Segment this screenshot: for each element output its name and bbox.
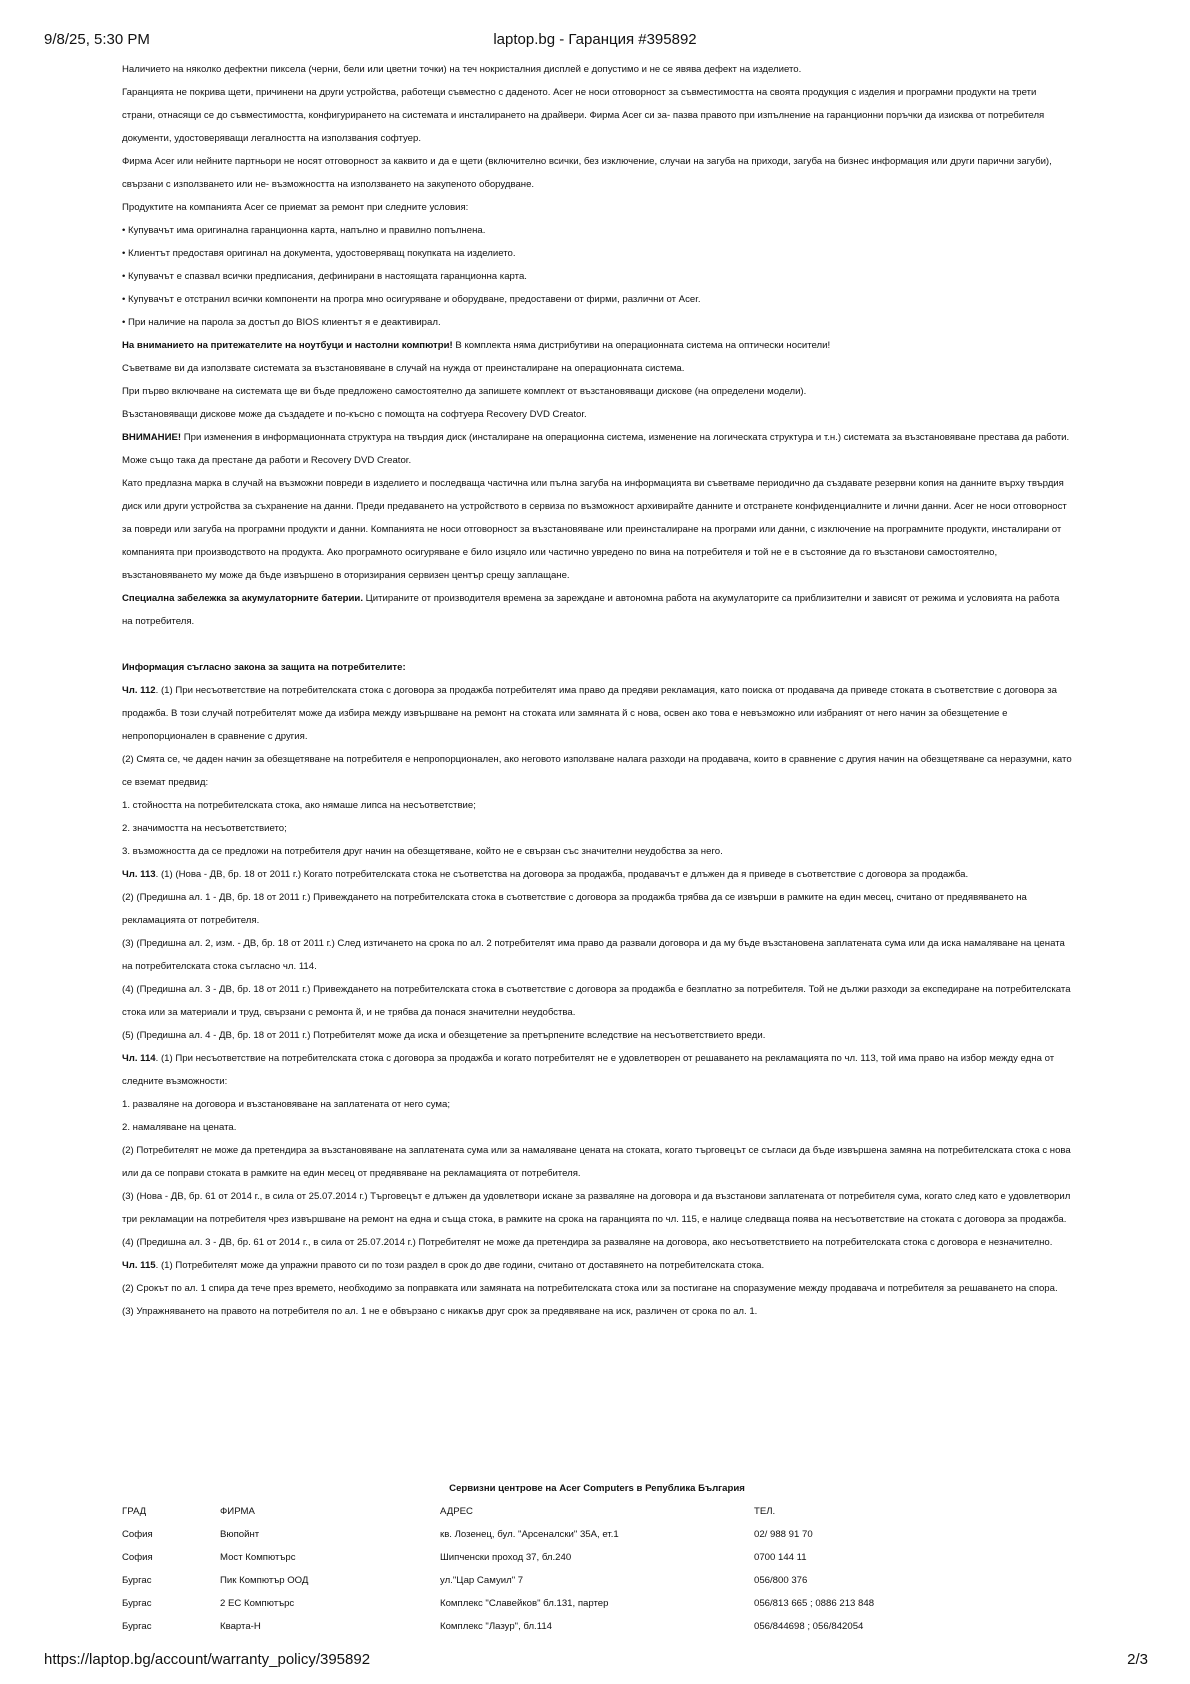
address-cell: Шипченски проход 37, бл.240	[440, 1552, 572, 1563]
phone-cell: 056/800 376	[754, 1575, 808, 1586]
condition-item: • При наличие на парола за достъп до BIOS клиентът я е деактивирал.	[122, 317, 441, 328]
law-article: Чл. 113. (1) (Нова - ДВ, бр. 18 от 2011 г.) Когато потребителската стока не съответства на договора за продажба, продавачът е длъжен да я приведе в съответствие с договора за продажба.	[122, 869, 969, 880]
law-paragraph: (2) Смята се, че даден начин за обезщетяване на потребителя е непропорционален, ако неговото използване налага разходи на продавача, които в сравнение с другия начин на обезщетяване са неразумни, като се вземат предвид:	[122, 754, 1072, 788]
article-label: Чл. 112	[122, 685, 156, 696]
table-header-row	[122, 1500, 1072, 1523]
warning-heading: ВНИМАНИЕ!	[122, 432, 182, 443]
article-label: Чл. 113	[122, 869, 156, 880]
print-datetime: 9/8/25, 5:30 PM	[44, 31, 150, 48]
paragraph: При първо включване на системата ще ви бъде предложено самостоятелно да запишете комплект от възстановяващи дискове (на определени модели).	[122, 386, 807, 397]
company-cell: Кварта-Н	[220, 1621, 261, 1632]
law-item: 1. разваляне на договора и възстановяване на заплатената от него сума;	[122, 1099, 450, 1110]
condition-item: • Купувачът е спазвал всички предписания, дефинирани в настоящата гаранционна карта.	[122, 271, 527, 282]
law-item: 2. значимостта на несъответствието;	[122, 823, 287, 834]
paragraph: Като предлазна марка в случай на възможни повреди в изделието и последваща частична или пълна загуба на информацията ви съветваме периодично да създавате резервни копия на данните върху твърдия диск или други устройства за съхранение на данни. Преди предаването на устройството в сервиза по възможност архивирайте данните и отстранете конфиденциалните и лични данни. Acer не носи отговорност за повреди или загуба на програмни продукти и данни. Компанията не носи отговорност за възстановяване или преинсталиране на програми или данни, с изключение на програмните продукти, инсталирани от компанията при производството на продукта. Ако програмното осигуряване е било изцяло или частично увредено по вина на потребителя и той не е в състояние да го възстанови самостоятелно, възстановяването му може да бъде извършено в оторизирания сервизен център срещу заплащане.	[122, 478, 1067, 581]
table-row	[122, 1615, 1072, 1638]
company-cell: Пик Компютър ООД	[220, 1575, 309, 1586]
page-url: https://laptop.bg/account/warranty_policy/395892	[44, 1651, 371, 1668]
notice-paragraph	[122, 334, 1072, 357]
law-paragraph: (2) Срокът по ал. 1 спира да тече през времето, необходимо за поправката или замяната на потребителската стока или за постигане на споразумение между продавача и потребителя за решаването на спора.	[122, 1283, 1058, 1294]
battery-text: Цитираните от производителя времена за зареждане и автономна работа на акумулаторите са приблизителни и зависят от режима и условията на работа на потребителя.	[122, 593, 1060, 627]
paragraph: Наличието на няколко дефектни пиксела (черни, бели или цветни точки) на теч нокристалния дисплей е допустимо и не се явява дефект на изделието.	[122, 64, 802, 75]
law-item: 3. възможността да се предложи на потребителя друг начин на обезщетяване, който не е свързан със значителни неудобства за него.	[122, 846, 723, 857]
law-paragraph: (4) (Предишна ал. 3 - ДВ, бр. 18 от 2011 г.) Привеждането на потребителската стока в съответствие с договора за продажба е безплатно за потребителя. Той не дължи разходи за експедиране на потребителската стока или за материали и труд, свързани с ремонта й, и не трябва да понася значителни неудобства.	[122, 984, 1071, 1018]
table-row	[122, 1523, 1072, 1546]
column-header: АДРЕС	[440, 1506, 473, 1517]
paragraph: Продуктите на компанията Acer се приемат за ремонт при следните условия:	[122, 202, 469, 213]
service-centers	[122, 1477, 1072, 1638]
page-number: 2/3	[1127, 1651, 1148, 1668]
table-row	[122, 1569, 1072, 1592]
notice-text: В комплекта няма дистрибутиви на операционната система на оптически носители!	[452, 340, 831, 351]
law-paragraph: (3) Упражняването на правото на потребителя по ал. 1 не е обвързано с никакъв друг срок за предявяване на иск, различен от срока по ал. 1.	[122, 1306, 758, 1317]
address-cell: ул."Цар Самуил" 7	[440, 1575, 524, 1586]
battery-paragraph	[122, 587, 1072, 633]
law-article: Чл. 114. (1) При несъответствие на потребителската стока с договора за продажба и когато потребителят не е удовлетворен от решаването на рекламацията по чл. 113, той има право на избор между една от следните възможности:	[122, 1053, 1055, 1087]
city-cell: София	[122, 1529, 153, 1540]
paragraph: Възстановяващи дискове може да създадете и по-късно с помощта на софтуера Recovery DVD Creator.	[122, 409, 587, 420]
law-paragraph: (3) (Предишна ал. 2, изм. - ДВ, бр. 18 от 2011 г.) След изтичането на срока по ал. 2 потребителят има право да развали договора и да му бъде възстановена заплатената сума или да иска намаляване на цената на потребителската стока съгласно чл. 114.	[122, 938, 1065, 972]
table-row	[122, 1546, 1072, 1569]
city-cell: Бургас	[122, 1575, 152, 1586]
law-item: 1. стойността на потребителската стока, ако нямаше липса на несъответствие;	[122, 800, 476, 811]
condition-item: • Купувачът има оригинална гаранционна карта, напълно и правилно попълнена.	[122, 225, 486, 236]
phone-cell: 056/844698 ; 056/842054	[754, 1621, 864, 1632]
phone-cell: 02/ 988 91 70	[754, 1529, 813, 1540]
column-header: ФИРМА	[220, 1506, 255, 1517]
law-paragraph: (2) Потребителят не може да претендира за възстановяване на заплатената сума или за намаляване цената на стоката, когато търговецът се съгласи да бъде извършена замяна на потребителската стока с нова или да се поправи стоката в рамките на един месец от предявяване на рекламацията от потребителя.	[122, 1145, 1071, 1179]
company-cell: Вюпойнт	[220, 1529, 260, 1540]
law-article: Чл. 112. (1) При несъответствие на потребителската стока с договора за продажба потребителят има право да предяви рекламация, като поиска от продавача да приведе стоката в съответствие с договора за продажба. В този случай потребителят може да избира между извършване на ремонт на стоката или замяната й с нова, освен ако това е невъзможно или избраният от него начин за обезщетение е непропорционален в сравнение с другия.	[122, 685, 1057, 742]
service-centers-table	[122, 1500, 1072, 1638]
table-row	[122, 1592, 1072, 1615]
column-header: ГРАД	[122, 1506, 147, 1517]
law-paragraph: (3) (Нова - ДВ, бр. 61 от 2014 г., в сила от 25.07.2014 г.) Търговецът е длъжен да удовлетвори искане за разваляне на договора и да възстанови заплатената от потребителя сума, когато след като е удовлетворил три рекламации на потребителя чрез извършване на ремонт на една и съща стока, в рамките на срока на гаранцията по чл. 115, е налице следваща поява на несъответствие на стоката с договора за продажба.	[122, 1191, 1071, 1225]
page-title: laptop.bg - Гаранция #395892	[493, 31, 697, 48]
city-cell: Бургас	[122, 1598, 152, 1609]
law-article: Чл. 115. (1) Потребителят може да упражни правото си по този раздел в срок до две години, считано от доставянето на потребителската стока.	[122, 1260, 765, 1271]
law-paragraph: (2) (Предишна ал. 1 - ДВ, бр. 18 от 2011 г.) Привеждането на потребителската стока в съответствие с договора за продажба трябва да се извърши в рамките на един месец, считано от предявяването на рекламацията от потребителя.	[122, 892, 1027, 926]
address-cell: кв. Лозенец, бул. "Арсеналски" 35А, ет.1	[440, 1529, 619, 1540]
paragraph: Фирма Acer или нейните партньори не носят отговорност за каквито и да е щети (включително всички, без изключение, случаи на загуба на приходи, загуба на бизнес информация или други парични загуби), свързани с използването или не- възможността на използването на закупеното оборудване.	[122, 156, 1052, 190]
company-cell: 2 ЕС Компютърс	[220, 1598, 295, 1609]
law-paragraph: (4) (Предишна ал. 3 - ДВ, бр. 61 от 2014 г., в сила от 25.07.2014 г.) Потребителят не може да претендира за разваляне на договора, ако несъответствието на потребителската стока с договора е незначително.	[122, 1237, 1053, 1248]
law-paragraph: (5) (Предишна ал. 4 - ДВ, бр. 18 от 2011 г.) Потребителят може да иска и обезщетение за претърпените вследствие на несъответствието вреди.	[122, 1030, 766, 1041]
law-item: 2. намаляване на цената.	[122, 1122, 237, 1133]
service-centers-title: Сервизни центрове на Acer Computers в Република България	[449, 1483, 745, 1494]
article-label: Чл. 114	[122, 1053, 156, 1064]
warning-text: При изменения в информационната структура на твърдия диск (инсталиране на операционна система, изменение на логическата структура и т.н.) системата за възстановяване престава да работи. Може също така да престане да работи и Recovery DVD Creator.	[122, 432, 1070, 466]
paragraph: Съветваме ви да използвате системата за възстановяване в случай на нужда от преинсталиране на операционната система.	[122, 363, 685, 374]
condition-item: • Купувачът е отстранил всички компоненти на програ мно осигуряване и оборудване, предоставени от фирми, различни от Acer.	[122, 294, 701, 305]
column-header: ТЕЛ.	[754, 1506, 776, 1517]
paragraph: Гаранцията не покрива щети, причинени на други устройства, работещи съвместно с даденото. Acer не носи отговорност за съвместимостта на своята продукция с изделия и програмни продукти на трети страни, отнасящи се до съвместимостта, конфигурирането на системата и инсталирането на драйвери. Фирма Acer си за- пазва правото при изпълнение на гаранционни поръчки да изисква от потребителя документи, удостоверяващи легалността на използвания софтуер.	[122, 87, 1045, 144]
company-cell: Мост Компютърс	[220, 1552, 296, 1563]
city-cell: Бургас	[122, 1621, 152, 1632]
address-cell: Комплекс "Лазур", бл.114	[440, 1621, 553, 1632]
phone-cell: 056/813 665 ; 0886 213 848	[754, 1598, 875, 1609]
phone-cell: 0700 144 11	[754, 1552, 807, 1563]
city-cell: София	[122, 1552, 153, 1563]
battery-heading: Специална забележка за акумулаторните батерии.	[122, 593, 364, 604]
law-heading: Информация съгласно закона за защита на потребителите:	[122, 662, 406, 673]
notice-heading: На вниманието на притежателите на ноутбуци и настолни компютри!	[122, 340, 453, 351]
article-label: Чл. 115	[122, 1260, 156, 1271]
address-cell: Комплекс "Славейков" бл.131, партер	[440, 1598, 609, 1609]
document-body	[122, 58, 1072, 1323]
warning-paragraph	[122, 426, 1072, 472]
condition-item: • Клиентът предоставя оригинал на документа, удостоверяващ покупката на изделието.	[122, 248, 516, 259]
